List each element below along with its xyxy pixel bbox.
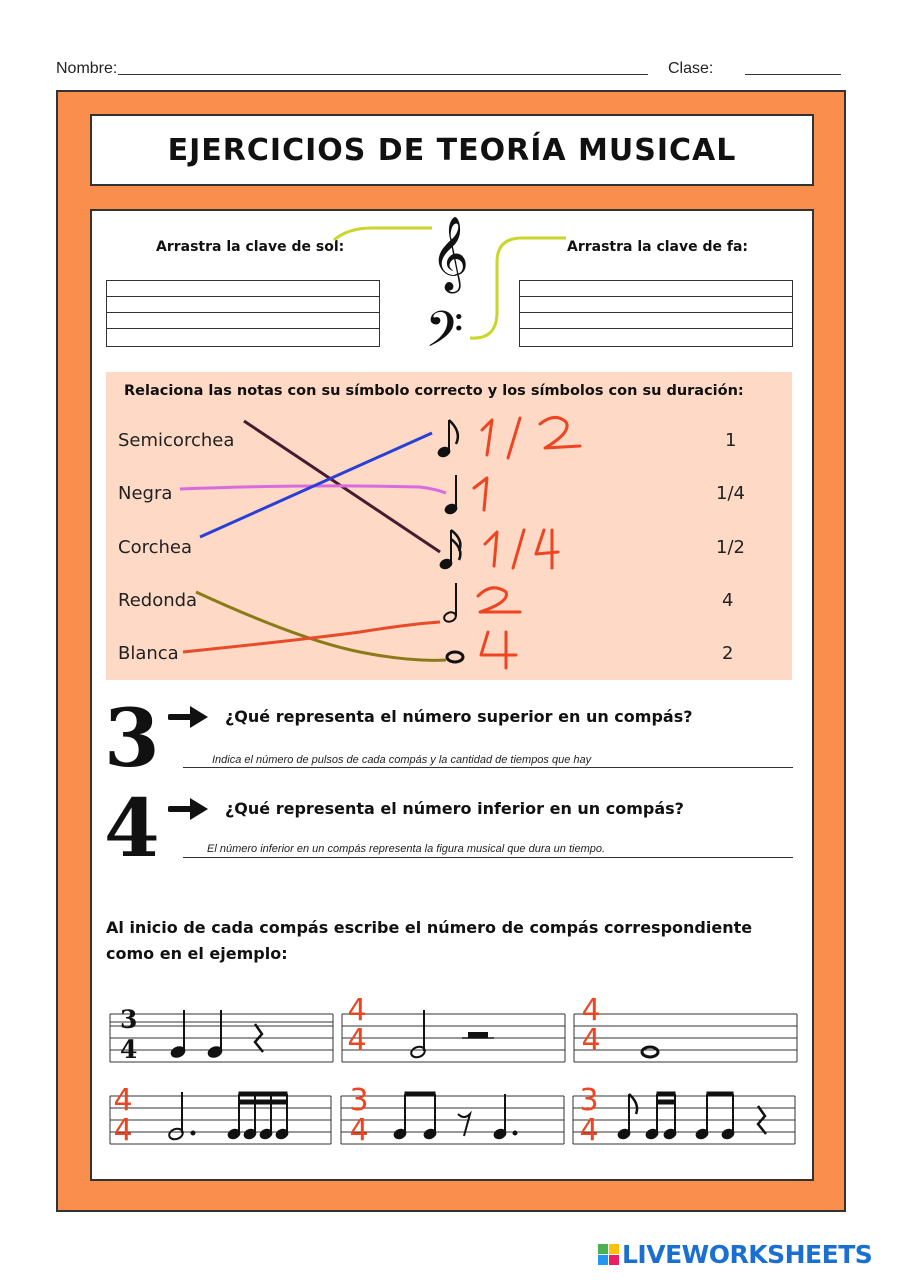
measure-1-notes [170, 1010, 263, 1059]
clave-sol-label: Arrastra la clave de sol: [156, 239, 345, 255]
example-ts-bottom: 4 [120, 1035, 138, 1064]
half-rest-icon [468, 1032, 488, 1038]
nombre-label: Nombre: [56, 60, 118, 77]
eighth-rest-icon [458, 1114, 470, 1136]
measure-5-notes [393, 1092, 517, 1140]
note-name-semicorchea: Semicorchea [118, 430, 235, 451]
answer-line [183, 857, 793, 858]
handwritten-ts-measure-3[interactable] [576, 993, 606, 1058]
ts-bottom: 4 [347, 1023, 367, 1058]
eighth-note-icon [437, 420, 458, 458]
example-ts-top: 3 [120, 1005, 138, 1034]
ts-top: 3 [579, 1083, 599, 1118]
ts-top: 4 [347, 993, 367, 1028]
duration-4: 4 [722, 590, 734, 611]
whole-note-icon [447, 652, 463, 662]
handwritten-ts-measure-4[interactable] [108, 1083, 138, 1148]
ts-top: 3 [349, 1083, 369, 1118]
sixteenth-note-icon [439, 530, 461, 570]
ts-top: 4 [581, 993, 601, 1028]
ts-top: 4 [113, 1083, 133, 1118]
note-name-corchea: Corchea [118, 537, 192, 558]
question-upper-number: ¿Qué representa el número superior en un compás? [225, 707, 693, 726]
handwritten-1 [474, 478, 487, 510]
staff-measure-5 [341, 1096, 564, 1148]
staff-measure-2 [342, 1014, 565, 1062]
note-name-redonda: Redonda [118, 590, 198, 611]
handwritten-ts-measure-2[interactable] [342, 993, 372, 1058]
half-note-icon [443, 583, 457, 623]
arrow-right-icon [168, 702, 212, 732]
measure-4-notes [168, 1092, 289, 1141]
bass-clef-icon[interactable]: 𝄢 [425, 301, 464, 371]
duration-1: 1 [725, 430, 737, 451]
quarter-note-icon [444, 475, 458, 515]
match-line-blanca [183, 622, 440, 652]
question-lower-number: ¿Qué representa el número inferior en un compás? [225, 799, 684, 818]
note-name-blanca: Blanca [118, 643, 179, 664]
ts-bottom: 4 [113, 1113, 133, 1148]
page-title: EJERCICIOS DE TEORÍA MUSICAL [167, 132, 737, 168]
measures-instruction: Al inicio de cada compás escribe el número de compás correspondiente como en el ejemplo: [106, 918, 753, 963]
handwritten-1-4 [485, 530, 558, 568]
measure-2-notes [410, 1010, 494, 1059]
clase-label: Clase: [668, 60, 714, 77]
treble-clef-icon[interactable]: 𝄞 [431, 217, 469, 291]
staff-measure-3 [574, 1014, 797, 1062]
ts-bottom: 4 [579, 1113, 599, 1148]
time-sig-bottom-number: 4 [104, 781, 160, 875]
handwritten-1-2 [482, 417, 580, 458]
measure-6-notes [617, 1092, 766, 1140]
measure-3-notes [642, 1047, 658, 1057]
handwritten-2 [478, 588, 520, 612]
duration-2: 2 [722, 643, 734, 664]
ts-bottom: 4 [349, 1113, 369, 1148]
handwritten-ts-measure-6[interactable] [574, 1083, 604, 1148]
answer-line [183, 767, 793, 768]
arrow-right-icon [168, 794, 212, 824]
liveworksheets-logo-icon [598, 1244, 620, 1266]
note-name-negra: Negra [118, 483, 173, 504]
staff-measure-4 [110, 1096, 331, 1148]
duration-1-4: 1/4 [716, 483, 745, 504]
matching-instruction: Relaciona las notas con su símbolo correcto y los símbolos con su duración: [124, 383, 744, 399]
handwritten-4 [481, 632, 516, 668]
answer-upper-number[interactable]: Indica el número de pulsos de cada compás y la cantidad de tiempos que hay [212, 754, 592, 766]
ts-bottom: 4 [581, 1023, 601, 1058]
watermark[interactable]: LIVEWORKSHEETS [622, 1240, 873, 1269]
handwritten-ts-measure-5[interactable] [344, 1083, 374, 1148]
time-sig-top-number: 3 [104, 691, 160, 785]
duration-1-2: 1/2 [716, 537, 745, 558]
answer-lower-number[interactable]: El número inferior en un compás representa la figura musical que dura un tiempo. [207, 843, 606, 855]
clave-fa-label: Arrastra la clave de fa: [567, 239, 749, 255]
